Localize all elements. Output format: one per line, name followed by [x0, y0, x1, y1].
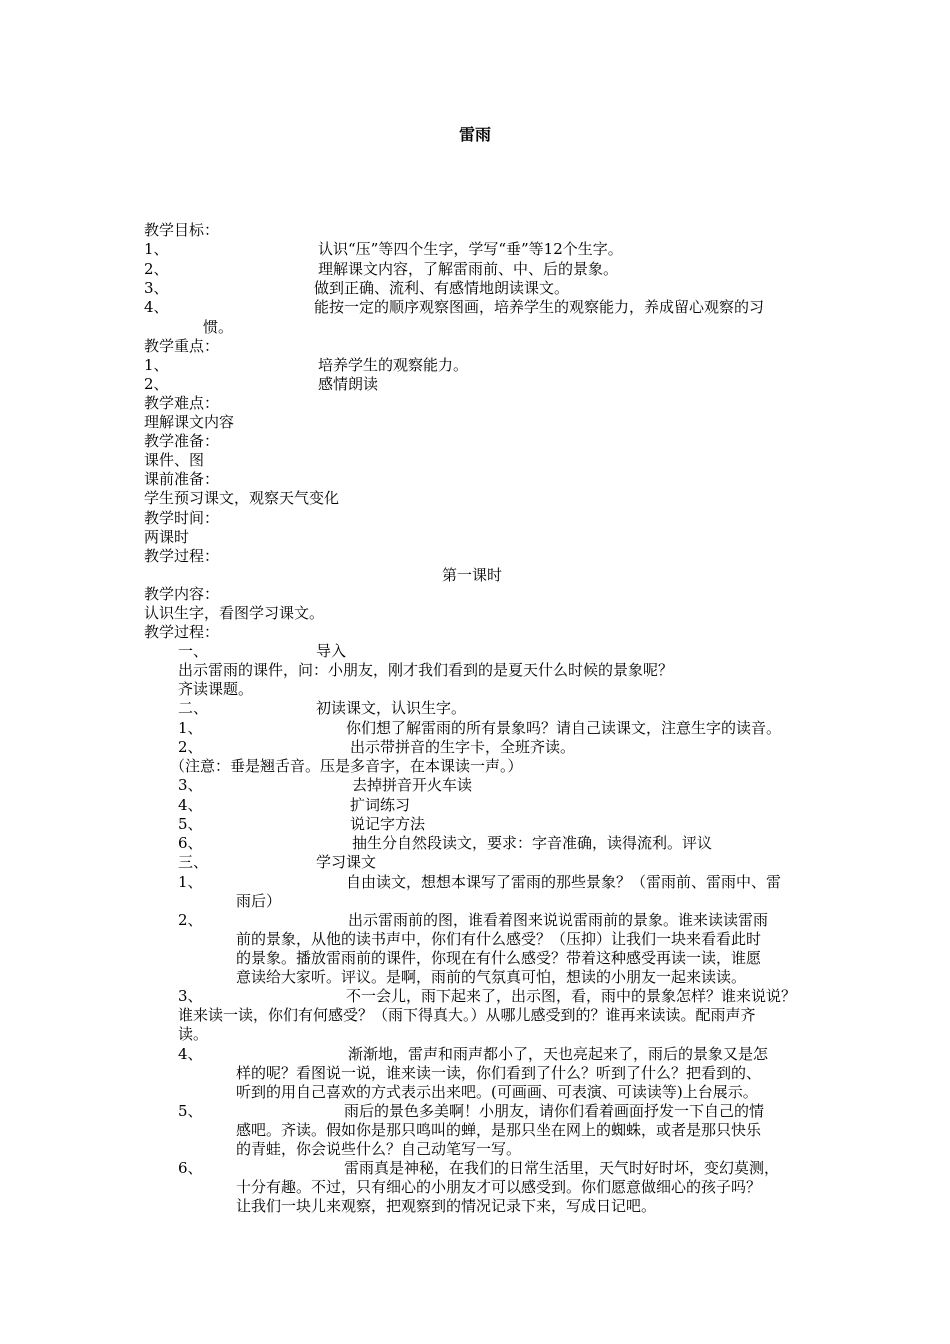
item-text-continuation: 前的景象，从他的读书声中，你们有什么感受？（压抑）让我们一块来看看此时	[236, 930, 762, 948]
goal-text: 做到正确、流利、有感情地朗读课文。	[314, 279, 570, 297]
item-text: 渐渐地，雷声和雨声都小了，天也亮起来了，雨后的景象又是怎	[348, 1045, 769, 1063]
body-line: 出示雷雨的课件，问：小朋友，刚才我们看到的是夏天什么时候的景象呢？	[178, 661, 674, 679]
section-title: 初读课文，认识生字。	[316, 699, 467, 717]
item-text: 出示雷雨前的图，谁看着图来说说雷雨前的景象。谁来读读雷雨	[348, 911, 769, 929]
item-number: 3、	[178, 987, 203, 1005]
key-point-text: 培养学生的观察能力。	[318, 356, 469, 374]
item-number: 5、	[178, 815, 203, 833]
item-number: 3、	[178, 776, 203, 794]
document-title: 雷雨	[458, 125, 491, 144]
section-number: 二、	[178, 699, 209, 717]
item-text-continuation: 让我们一块儿来观察，把观察到的情况记录下来，写成日记吧。	[236, 1197, 657, 1215]
item-number: 4、	[178, 1045, 203, 1063]
item-text-continuation: 十分有趣。不过，只有细心的小朋友才可以感受到。你们愿意做细心的孩子吗？	[236, 1178, 762, 1196]
item-text-continuation: 样的呢？看图说一说，谁来读一读，你们看到了什么？听到了什么？把看到的、	[236, 1064, 762, 1082]
goals-heading: 教学目标：	[144, 221, 220, 239]
item-text: 说记字方法	[350, 815, 426, 833]
section-number: 一、	[178, 642, 209, 660]
item-text-continuation: 意读给大家听。评议。是啊，雨前的气氛真可怕，想读的小朋友一起来读读。	[236, 968, 747, 986]
process-heading: 教学过程：	[144, 547, 220, 565]
item-text: 你们想了解雷雨的所有景象吗？请自己读课文，注意生字的读音。	[346, 719, 782, 737]
key-point-number: 2、	[144, 375, 169, 393]
item-text: 不一会儿，雨下起来了，出示图，看，雨中的景象怎样？谁来说说？	[346, 987, 797, 1005]
item-text: 雨后的景色多美啊！小朋友，请你们看着画面抒发一下自己的情	[344, 1102, 765, 1120]
prep-heading: 教学准备：	[144, 432, 220, 450]
item-number: 1、	[178, 719, 203, 737]
preclass-heading: 课前准备：	[144, 470, 220, 488]
item-number: 6、	[178, 1159, 203, 1177]
section-number: 三、	[178, 853, 209, 871]
item-number: 2、	[178, 911, 203, 929]
section-title: 学习课文	[316, 853, 377, 871]
item-text-continuation: 雨后）	[236, 892, 282, 910]
difficult-text: 理解课文内容	[144, 413, 235, 431]
item-number: 2、	[178, 738, 203, 756]
item-text-continuation: 的景象。播放雷雨前的课件，你现在有什么感受？带着这种感受再读一读，谁愿	[236, 949, 762, 967]
goal-text: 理解课文内容，了解雷雨前、中、后的景象。	[318, 260, 619, 278]
item-text-continuation: 谁来读一读，你们有何感受？（雨下得真大。）从哪儿感受到的？谁再来读读。配雨声齐	[178, 1006, 756, 1024]
note-line: （注意：垂是翘舌音。压是多音字，在本课读一声。）	[170, 757, 523, 775]
key-point-number: 1、	[144, 356, 169, 374]
goal-number: 4、	[144, 298, 169, 316]
item-number: 5、	[178, 1102, 203, 1120]
goal-number: 1、	[144, 240, 169, 258]
item-number: 1、	[178, 873, 203, 891]
time-text: 两课时	[144, 528, 190, 546]
section-title: 导入	[316, 642, 347, 660]
difficult-heading: 教学难点：	[144, 394, 220, 412]
goal-text: 认识“压”等四个生字，学写“垂”等12个生字。	[318, 240, 623, 258]
preclass-text: 学生预习课文，观察天气变化	[144, 489, 340, 507]
content-text: 认识生字，看图学习课文。	[144, 604, 325, 622]
key-point-text: 感情朗读	[318, 375, 379, 393]
goal-number: 3、	[144, 279, 169, 297]
key-points-heading: 教学重点：	[144, 337, 220, 355]
body-line: 齐读课题。	[178, 680, 254, 698]
time-heading: 教学时间：	[144, 509, 220, 527]
process-heading-2: 教学过程：	[144, 623, 220, 641]
item-text-continuation: 的青蛙，你会说些什么？自己动笔写一写。	[236, 1140, 522, 1158]
goal-text: 能按一定的顺序观察图画，培养学生的观察能力，养成留心观察的习	[314, 298, 765, 316]
item-text-continuation: 读。	[178, 1025, 209, 1043]
item-text: 自由读文，想想本课写了雷雨的那些景象？（雷雨前、雷雨中、雷	[346, 873, 782, 891]
item-text-continuation: 听到的用自己喜欢的方式表示出来吧。(可画画、可表演、可读读等)上台展示。	[236, 1083, 758, 1101]
item-text: 抽生分自然段读文，要求：字音准确，读得流利。评议	[352, 834, 713, 852]
item-text: 扩词练习	[350, 796, 411, 814]
goal-number: 2、	[144, 260, 169, 278]
item-text: 去掉拼音开火车读	[352, 776, 473, 794]
lesson-title: 第一课时	[442, 566, 503, 584]
content-heading: 教学内容：	[144, 585, 220, 603]
item-number: 4、	[178, 796, 203, 814]
prep-text: 课件、图	[144, 451, 205, 469]
item-text-continuation: 感吧。齐读。假如你是那只鸣叫的蝉，是那只坐在网上的蜘蛛，或者是那只快乐	[236, 1121, 762, 1139]
item-text: 出示带拼音的生字卡，全班齐读。	[350, 738, 576, 756]
item-number: 6、	[178, 834, 203, 852]
goal-text-continuation: 惯。	[203, 318, 234, 336]
item-text: 雷雨真是神秘，在我们的日常生活里，天气时好时坏，变幻莫测，	[344, 1159, 780, 1177]
